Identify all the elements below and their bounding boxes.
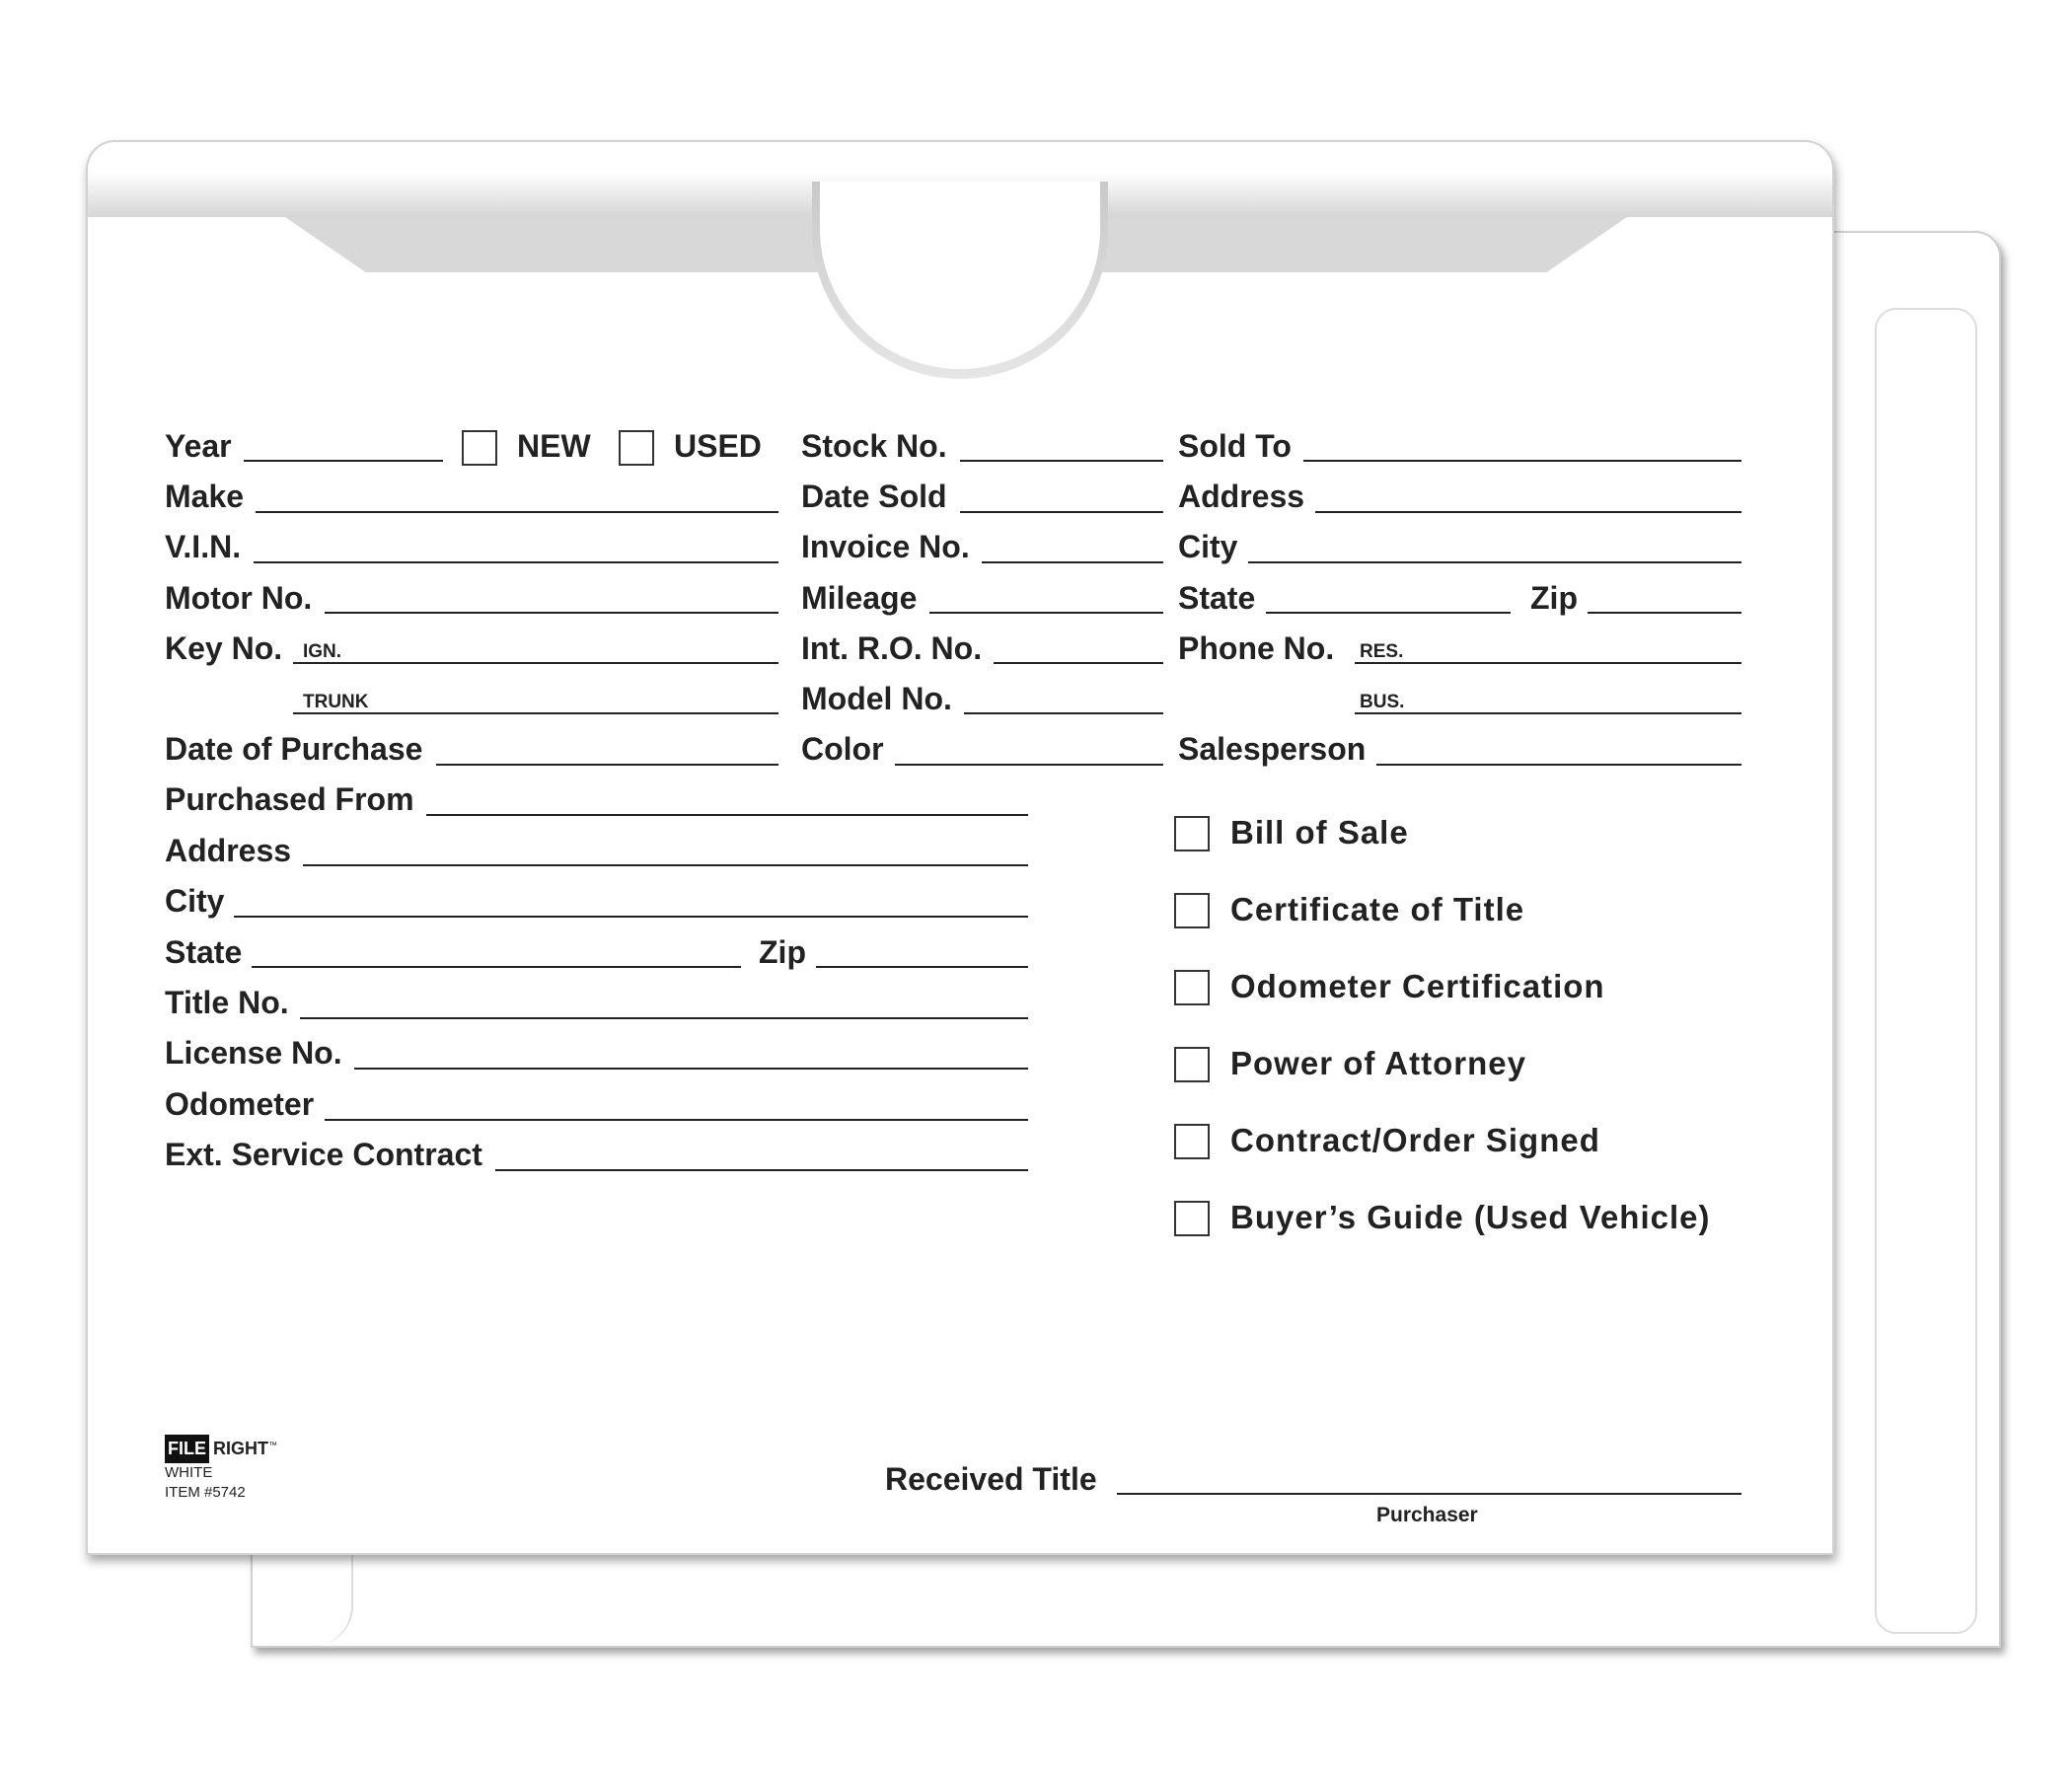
- city-field[interactable]: [234, 916, 1028, 918]
- address-right-label: Address: [1178, 479, 1305, 514]
- motor-field[interactable]: [325, 612, 778, 614]
- phone-label: Phone No.: [1178, 630, 1335, 666]
- purchased-from-field[interactable]: [426, 814, 1028, 816]
- checklist-item: Certificate of Title: [1230, 891, 1525, 927]
- license-field[interactable]: [354, 1068, 1028, 1070]
- title-no-label: Title No.: [165, 985, 289, 1020]
- used-label: USED: [674, 428, 762, 464]
- address-label: Address: [165, 833, 292, 868]
- received-title-label: Received Title: [885, 1461, 1097, 1497]
- bill-of-sale-checkbox[interactable]: [1174, 816, 1210, 851]
- phone-res-field[interactable]: [1355, 662, 1741, 664]
- sold-to-field[interactable]: [1303, 460, 1741, 462]
- stock-label: Stock No.: [801, 428, 947, 464]
- sold-to-label: Sold To: [1178, 428, 1292, 464]
- ext-service-label: Ext. Service Contract: [165, 1137, 482, 1172]
- item-number: ITEM #5742: [165, 1484, 246, 1501]
- year-label: Year: [165, 428, 232, 464]
- state-right-label: State: [1178, 580, 1256, 616]
- phone-bus-field[interactable]: [1355, 712, 1741, 714]
- buyers-guide-checkbox[interactable]: [1174, 1201, 1210, 1236]
- checklist-item: Odometer Certification: [1230, 968, 1605, 1004]
- thumb-cut: [812, 182, 1108, 379]
- license-label: License No.: [165, 1035, 342, 1071]
- date-sold-field[interactable]: [960, 511, 1163, 513]
- mileage-label: Mileage: [801, 580, 918, 616]
- checklist-item: Power of Attorney: [1230, 1045, 1526, 1081]
- checklist-item: Buyer’s Guide (Used Vehicle): [1230, 1199, 1711, 1235]
- color-label: Color: [801, 731, 884, 767]
- checklist-item: Bill of Sale: [1230, 814, 1409, 851]
- contract-signed-checkbox[interactable]: [1174, 1124, 1210, 1159]
- zip-right-label: Zip: [1530, 580, 1578, 616]
- odometer-field[interactable]: [325, 1119, 1028, 1121]
- city-right-label: City: [1178, 529, 1238, 564]
- new-checkbox[interactable]: [462, 430, 497, 466]
- state-right-field[interactable]: [1266, 612, 1511, 614]
- back-corner: [253, 1551, 353, 1646]
- purchaser-label: Purchaser: [1376, 1504, 1478, 1526]
- trunk-label: TRUNK: [303, 692, 369, 712]
- color-text: WHITE: [165, 1464, 213, 1481]
- key-ign-field[interactable]: [293, 662, 778, 664]
- odometer-label: Odometer: [165, 1086, 315, 1122]
- date-purchase-label: Date of Purchase: [165, 731, 423, 767]
- model-label: Model No.: [801, 681, 952, 716]
- key-trunk-field[interactable]: [293, 712, 778, 714]
- int-ro-field[interactable]: [994, 662, 1163, 664]
- address-field[interactable]: [303, 864, 1028, 866]
- fileright-logo: FILE RIGHT™ WHITE ITEM #5742: [165, 1435, 277, 1503]
- received-title-field[interactable]: [1117, 1493, 1741, 1495]
- state-label: State: [165, 934, 243, 970]
- salesperson-label: Salesperson: [1178, 731, 1367, 767]
- motor-label: Motor No.: [165, 580, 313, 616]
- res-label: RES.: [1360, 641, 1404, 662]
- zip-field[interactable]: [816, 966, 1028, 968]
- stock-field[interactable]: [960, 460, 1163, 462]
- address-right-field[interactable]: [1315, 511, 1741, 513]
- model-field[interactable]: [964, 712, 1163, 714]
- vin-label: V.I.N.: [165, 529, 242, 564]
- used-checkbox[interactable]: [619, 430, 654, 466]
- ext-service-field[interactable]: [495, 1169, 1028, 1171]
- int-ro-label: Int. R.O. No.: [801, 630, 983, 666]
- salesperson-field[interactable]: [1376, 764, 1741, 766]
- make-label: Make: [165, 479, 245, 514]
- back-flap: [1875, 308, 1977, 1634]
- year-field[interactable]: [244, 460, 443, 462]
- city-label: City: [165, 883, 225, 919]
- color-field[interactable]: [895, 764, 1163, 766]
- odometer-cert-checkbox[interactable]: [1174, 970, 1210, 1005]
- invoice-field[interactable]: [982, 561, 1163, 563]
- ign-label: IGN.: [303, 641, 342, 662]
- date-sold-label: Date Sold: [801, 479, 947, 514]
- date-purchase-field[interactable]: [436, 764, 778, 766]
- new-label: NEW: [517, 428, 591, 464]
- invoice-label: Invoice No.: [801, 529, 970, 564]
- purchased-from-label: Purchased From: [165, 781, 414, 817]
- zip-label: Zip: [759, 934, 806, 970]
- state-field[interactable]: [252, 966, 741, 968]
- certificate-title-checkbox[interactable]: [1174, 893, 1210, 928]
- vin-field[interactable]: [254, 561, 778, 563]
- make-field[interactable]: [256, 511, 778, 513]
- mileage-field[interactable]: [929, 612, 1163, 614]
- key-label: Key No.: [165, 630, 283, 666]
- checklist-item: Contract/Order Signed: [1230, 1122, 1600, 1158]
- power-attorney-checkbox[interactable]: [1174, 1047, 1210, 1082]
- jacket-front: [86, 140, 1834, 1555]
- title-no-field[interactable]: [300, 1017, 1028, 1019]
- city-right-field[interactable]: [1248, 561, 1741, 563]
- zip-right-field[interactable]: [1588, 612, 1741, 614]
- bus-label: BUS.: [1360, 692, 1405, 712]
